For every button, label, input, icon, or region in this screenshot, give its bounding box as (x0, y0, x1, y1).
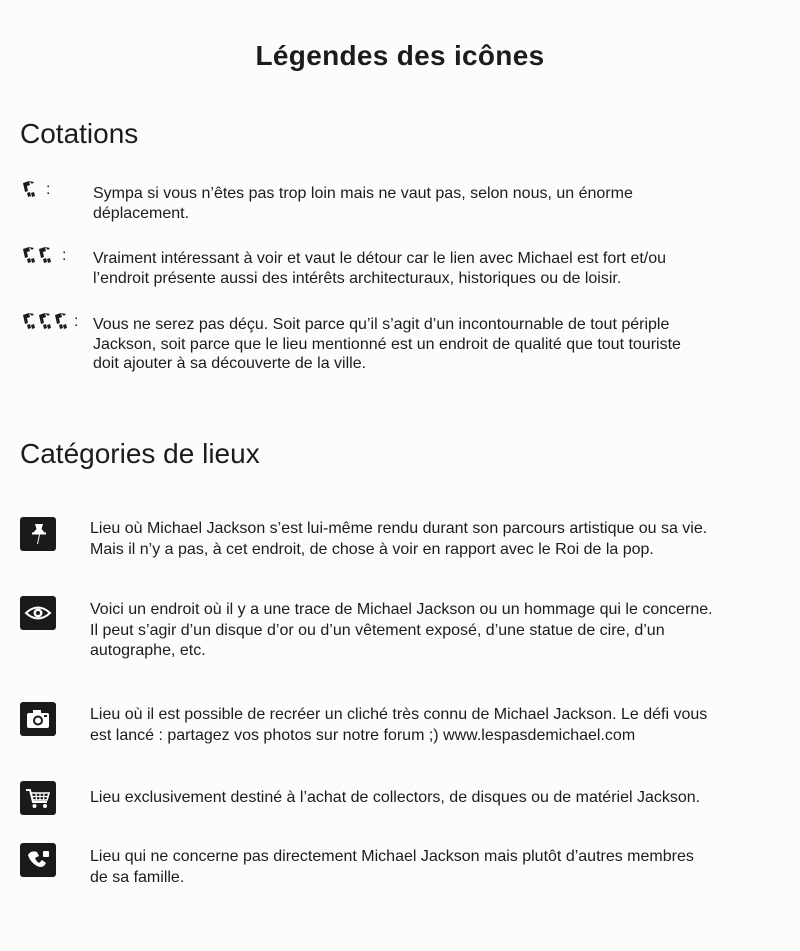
description-line: Lieu où il est possible de recréer un cliché très connu de Michael Jackson. Le défi vous (90, 706, 708, 723)
family-phone-icon (20, 843, 56, 877)
category-eye-description (90, 600, 795, 662)
description-line: doit ajouter à sa découverte de la ville. (93, 355, 367, 372)
push-pin-icon (20, 517, 56, 551)
description-line: déplacement. (93, 204, 190, 222)
rating-three-hats (22, 312, 78, 332)
description-line: Vous ne serez pas déçu. Soit parce qu’il s’agit d’un incontournable de tout périple (93, 316, 670, 333)
michael-hat-icon (54, 312, 68, 332)
michael-hat-icon (38, 312, 52, 332)
description-line: Jackson, soit parce que le lieu mentionné est un endroit de qualité que tout touriste (93, 335, 681, 353)
cotations-heading: Cotations (20, 118, 139, 149)
description-line: autographe, etc. (90, 642, 206, 659)
michael-hat-icon (22, 312, 36, 332)
shopping-cart-icon (20, 781, 56, 815)
categories-heading: Catégories de lieux (20, 438, 260, 469)
rating-two-description (93, 249, 773, 288)
description-line: Il peut s’agir d’un disque d’or ou d’un vêtement exposé, d’une statue de cire, d’un (90, 621, 665, 639)
description-line: Lieu où Michael Jackson s’est lui-même rendu durant son parcours artistique ou sa vie. (90, 520, 708, 537)
michael-hat-icon (38, 246, 52, 266)
description-line: Lieu exclusivement destiné à l’achat de collectors, de disques ou de matériel Jackson. (90, 789, 701, 806)
rating-two-hats (22, 246, 66, 266)
page-title: Légendes des icônes (255, 40, 545, 71)
description-line: Voici un endroit où il y a une trace de Michael Jackson ou un hommage qui le concerne. (90, 601, 713, 618)
description-line: Mais il n’y a pas, à cet endroit, de chose à voir en rapport avec le Roi de la pop. (90, 540, 654, 558)
rating-one-description (93, 184, 773, 223)
description-line: Sympa si vous n’êtes pas trop loin mais ne vaut pas, selon nous, un énorme (93, 185, 633, 202)
rating-separator: : (46, 181, 51, 198)
rating-three-description (93, 315, 773, 374)
category-camera-description (90, 705, 795, 746)
description-line: est lancé : partagez vos photos sur notre forum ;) www.lespasdemichael.com (90, 726, 636, 744)
description-line: l’endroit présente aussi des intérêts architecturaux, historiques ou de loisir. (93, 269, 622, 287)
rating-one-hat (22, 180, 50, 200)
description-line: Lieu qui ne concerne pas directement Michael Jackson mais plutôt d’autres membres (90, 848, 694, 865)
rating-separator: : (74, 313, 79, 330)
eye-icon (20, 596, 56, 630)
michael-hat-icon (22, 246, 36, 266)
category-cart-description (90, 788, 795, 809)
category-pin-description (90, 519, 795, 560)
rating-separator: : (62, 247, 67, 264)
category-family-description (90, 847, 795, 888)
michael-hat-icon (22, 180, 36, 200)
description-line: Vraiment intéressant à voir et vaut le détour car le lien avec Michael est fort et/ou (93, 250, 667, 267)
camera-icon (20, 702, 56, 736)
description-line: de sa famille. (90, 868, 185, 886)
